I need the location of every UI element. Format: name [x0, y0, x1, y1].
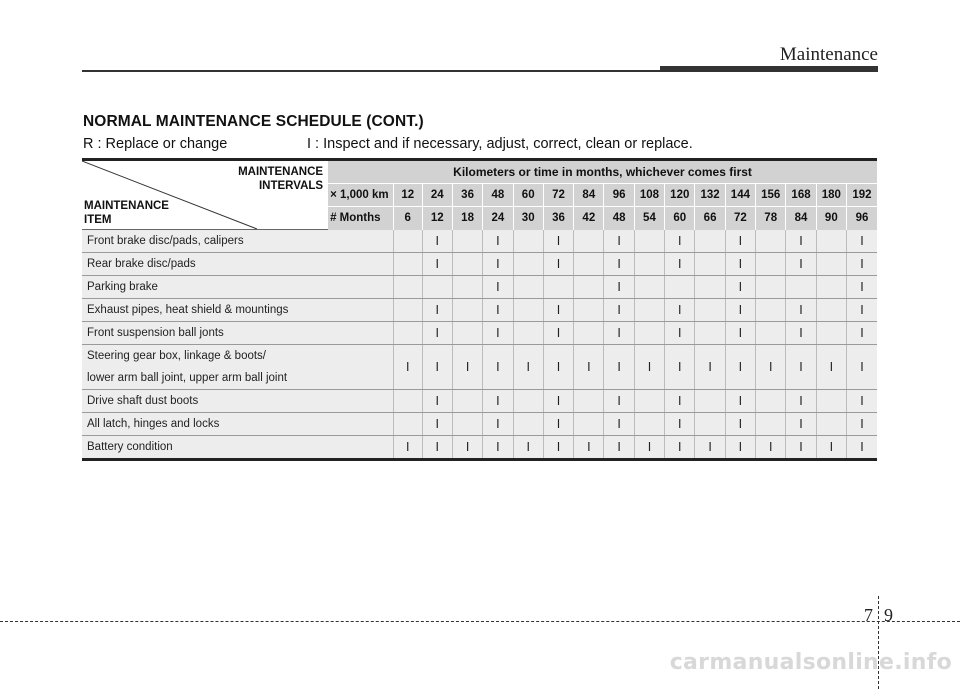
schedule-cell: [816, 413, 846, 436]
schedule-cell: I: [756, 436, 786, 460]
chapter-number: 7: [864, 605, 873, 625]
schedule-cell: I: [543, 230, 573, 253]
schedule-cell: [393, 299, 422, 322]
schedule-cell: I: [452, 345, 482, 390]
table-row: [82, 413, 877, 436]
schedule-cell: I: [756, 345, 786, 390]
schedule-cell: I: [846, 253, 877, 276]
schedule-cell: I: [816, 345, 846, 390]
schedule-cell: [634, 253, 664, 276]
schedule-cell: I: [543, 345, 573, 390]
schedule-cell: I: [604, 276, 634, 299]
schedule-cell: I: [483, 322, 513, 345]
schedule-cell: [543, 276, 573, 299]
page-fold-line: [878, 596, 879, 689]
schedule-cell: I: [725, 230, 755, 253]
schedule-cell: [452, 253, 482, 276]
maintenance-item-label: Parking brake: [82, 276, 393, 299]
schedule-cell: I: [846, 230, 877, 253]
schedule-cell: I: [422, 390, 452, 413]
schedule-cell: [634, 230, 664, 253]
schedule-cell: I: [846, 322, 877, 345]
schedule-cell: I: [574, 436, 604, 460]
schedule-cell: [422, 276, 452, 299]
schedule-cell: [393, 253, 422, 276]
schedule-cell: [816, 299, 846, 322]
schedule-cell: I: [422, 299, 452, 322]
schedule-cell: [574, 322, 604, 345]
schedule-cell: [513, 276, 543, 299]
km-interval-168: 168: [786, 184, 816, 207]
months-label: # Months: [328, 207, 394, 230]
schedule-cell: [513, 253, 543, 276]
km-interval-72: 72: [543, 184, 573, 207]
table-row: [82, 345, 877, 390]
schedule-cell: I: [665, 390, 695, 413]
schedule-cell: I: [543, 299, 573, 322]
header-rule-accent: [660, 66, 878, 72]
km-interval-96: 96: [604, 184, 634, 207]
schedule-cell: [513, 299, 543, 322]
km-interval-84: 84: [574, 184, 604, 207]
schedule-cell: [452, 276, 482, 299]
maintenance-item-label: Drive shaft dust boots: [82, 390, 393, 413]
schedule-cell: I: [725, 299, 755, 322]
schedule-cell: I: [422, 230, 452, 253]
schedule-cell: I: [483, 345, 513, 390]
month-interval-12: 12: [422, 207, 452, 230]
schedule-cell: I: [665, 345, 695, 390]
schedule-cell: I: [846, 299, 877, 322]
schedule-cell: I: [725, 276, 755, 299]
schedule-cell: I: [695, 436, 725, 460]
schedule-cell: [634, 276, 664, 299]
schedule-cell: I: [543, 390, 573, 413]
month-interval-42: 42: [574, 207, 604, 230]
km-interval-144: 144: [725, 184, 755, 207]
schedule-cell: [574, 230, 604, 253]
schedule-cell: [393, 322, 422, 345]
schedule-cell: [452, 322, 482, 345]
schedule-cell: [634, 299, 664, 322]
km-interval-180: 180: [816, 184, 846, 207]
schedule-cell: I: [422, 413, 452, 436]
schedule-cell: I: [604, 322, 634, 345]
schedule-cell: [513, 230, 543, 253]
schedule-cell: [756, 413, 786, 436]
schedule-cell: I: [725, 413, 755, 436]
watermark: carmanualsonline.info: [669, 650, 952, 675]
schedule-cell: [695, 253, 725, 276]
maintenance-item-label: All latch, hinges and locks: [82, 413, 393, 436]
schedule-cell: [695, 413, 725, 436]
schedule-cell: I: [786, 322, 816, 345]
schedule-cell: I: [816, 436, 846, 460]
maintenance-item-label: Exhaust pipes, heat shield & mountings: [82, 299, 393, 322]
km-label: × 1,000 km: [328, 184, 394, 207]
legend-replace: R : Replace or change: [83, 136, 228, 152]
schedule-cell: [452, 413, 482, 436]
schedule-cell: I: [604, 253, 634, 276]
schedule-cell: [816, 230, 846, 253]
section-title: Maintenance: [779, 44, 878, 65]
km-interval-12: 12: [393, 184, 422, 207]
schedule-cell: I: [483, 253, 513, 276]
schedule-cell: I: [786, 436, 816, 460]
schedule-cell: I: [422, 322, 452, 345]
schedule-cell: I: [665, 413, 695, 436]
page-heading: NORMAL MAINTENANCE SCHEDULE (CONT.): [83, 113, 424, 130]
month-interval-60: 60: [665, 207, 695, 230]
table-row: [82, 253, 877, 276]
schedule-cell: I: [665, 299, 695, 322]
corner-item-label: MAINTENANCE ITEM: [84, 200, 169, 226]
schedule-cell: I: [634, 345, 664, 390]
km-interval-120: 120: [665, 184, 695, 207]
schedule-cell: I: [846, 436, 877, 460]
month-interval-78: 78: [756, 207, 786, 230]
schedule-cell: [816, 253, 846, 276]
schedule-cell: [634, 390, 664, 413]
corner-intervals-label: MAINTENANCE INTERVALS: [238, 166, 324, 192]
schedule-cell: I: [513, 345, 543, 390]
schedule-cell: [393, 276, 422, 299]
table-corner-header: [82, 160, 328, 230]
schedule-cell: I: [422, 436, 452, 460]
schedule-cell: I: [483, 299, 513, 322]
schedule-cell: [513, 413, 543, 436]
month-interval-54: 54: [634, 207, 664, 230]
schedule-cell: I: [725, 322, 755, 345]
km-interval-108: 108: [634, 184, 664, 207]
month-interval-30: 30: [513, 207, 543, 230]
schedule-cell: [816, 322, 846, 345]
maintenance-item-label: Steering gear box, linkage & boots/ lower arm ball joint, upper arm ball joint: [82, 345, 393, 390]
schedule-cell: I: [604, 299, 634, 322]
schedule-cell: [393, 413, 422, 436]
schedule-cell: [756, 299, 786, 322]
km-interval-192: 192: [846, 184, 877, 207]
schedule-cell: [786, 276, 816, 299]
schedule-cell: I: [665, 322, 695, 345]
schedule-cell: I: [604, 413, 634, 436]
schedule-cell: I: [604, 436, 634, 460]
maintenance-item-label: Battery condition: [82, 436, 393, 460]
schedule-cell: [695, 230, 725, 253]
km-interval-60: 60: [513, 184, 543, 207]
month-interval-72: 72: [725, 207, 755, 230]
month-interval-24: 24: [483, 207, 513, 230]
schedule-cell: I: [786, 299, 816, 322]
schedule-cell: I: [725, 390, 755, 413]
schedule-cell: I: [665, 230, 695, 253]
schedule-cell: [695, 322, 725, 345]
maintenance-item-label: Front brake disc/pads, calipers: [82, 230, 393, 253]
schedule-cell: I: [574, 345, 604, 390]
schedule-cell: I: [393, 345, 422, 390]
schedule-cell: I: [634, 436, 664, 460]
month-interval-84: 84: [786, 207, 816, 230]
schedule-cell: I: [695, 345, 725, 390]
schedule-cell: I: [422, 345, 452, 390]
schedule-cell: [574, 253, 604, 276]
maintenance-item-label: Rear brake disc/pads: [82, 253, 393, 276]
schedule-cell: [574, 299, 604, 322]
km-interval-48: 48: [483, 184, 513, 207]
schedule-cell: [452, 299, 482, 322]
schedule-cell: I: [786, 253, 816, 276]
month-interval-66: 66: [695, 207, 725, 230]
schedule-cell: I: [422, 253, 452, 276]
schedule-cell: [756, 322, 786, 345]
schedule-cell: [634, 322, 664, 345]
schedule-cell: I: [513, 436, 543, 460]
month-interval-36: 36: [543, 207, 573, 230]
schedule-cell: [393, 390, 422, 413]
month-interval-6: 6: [393, 207, 422, 230]
schedule-cell: [452, 390, 482, 413]
schedule-cell: I: [393, 436, 422, 460]
km-interval-36: 36: [452, 184, 482, 207]
legend-inspect: I : Inspect and if necessary, adjust, correct, clean or replace.: [307, 136, 693, 152]
schedule-cell: I: [452, 436, 482, 460]
schedule-cell: [756, 230, 786, 253]
schedule-cell: [816, 390, 846, 413]
schedule-cell: I: [483, 230, 513, 253]
schedule-cell: I: [483, 413, 513, 436]
table-row: [82, 299, 877, 322]
schedule-cell: [695, 390, 725, 413]
schedule-cell: [393, 230, 422, 253]
schedule-cell: I: [786, 390, 816, 413]
schedule-cell: I: [786, 230, 816, 253]
table-row: [82, 436, 877, 460]
schedule-cell: [574, 276, 604, 299]
schedule-cell: I: [846, 345, 877, 390]
schedule-cell: I: [665, 436, 695, 460]
schedule-cell: I: [543, 253, 573, 276]
month-interval-96: 96: [846, 207, 877, 230]
schedule-cell: I: [543, 413, 573, 436]
schedule-cell: [695, 276, 725, 299]
schedule-cell: I: [604, 230, 634, 253]
schedule-cell: [756, 390, 786, 413]
schedule-cell: I: [543, 436, 573, 460]
schedule-cell: I: [725, 253, 755, 276]
km-interval-156: 156: [756, 184, 786, 207]
schedule-cell: I: [786, 345, 816, 390]
table-row: [82, 276, 877, 299]
schedule-cell: [756, 253, 786, 276]
schedule-cell: [756, 276, 786, 299]
table-row: [82, 390, 877, 413]
schedule-cell: [634, 413, 664, 436]
schedule-cell: I: [483, 276, 513, 299]
interval-header: Kilometers or time in months, whichever comes first: [328, 160, 877, 184]
schedule-cell: I: [665, 253, 695, 276]
schedule-cell: I: [483, 436, 513, 460]
schedule-cell: [452, 230, 482, 253]
km-interval-132: 132: [695, 184, 725, 207]
page-number: 9: [884, 605, 893, 625]
km-interval-24: 24: [422, 184, 452, 207]
schedule-cell: [665, 276, 695, 299]
schedule-cell: [513, 390, 543, 413]
schedule-cell: [574, 413, 604, 436]
page-footer-divider: [0, 621, 960, 622]
schedule-cell: I: [846, 390, 877, 413]
schedule-cell: I: [604, 345, 634, 390]
schedule-cell: I: [725, 436, 755, 460]
schedule-cell: I: [543, 322, 573, 345]
table-row: [82, 230, 877, 253]
schedule-cell: [695, 299, 725, 322]
schedule-cell: I: [604, 390, 634, 413]
table-row: [82, 322, 877, 345]
schedule-cell: I: [725, 345, 755, 390]
schedule-cell: I: [846, 413, 877, 436]
schedule-cell: I: [846, 276, 877, 299]
header-rule: [82, 70, 660, 72]
schedule-cell: I: [786, 413, 816, 436]
schedule-cell: I: [483, 390, 513, 413]
schedule-cell: [513, 322, 543, 345]
month-interval-90: 90: [816, 207, 846, 230]
schedule-cell: [574, 390, 604, 413]
maintenance-schedule-table: [82, 158, 877, 461]
maintenance-item-label: Front suspension ball jonts: [82, 322, 393, 345]
month-interval-48: 48: [604, 207, 634, 230]
schedule-cell: [816, 276, 846, 299]
month-interval-18: 18: [452, 207, 482, 230]
